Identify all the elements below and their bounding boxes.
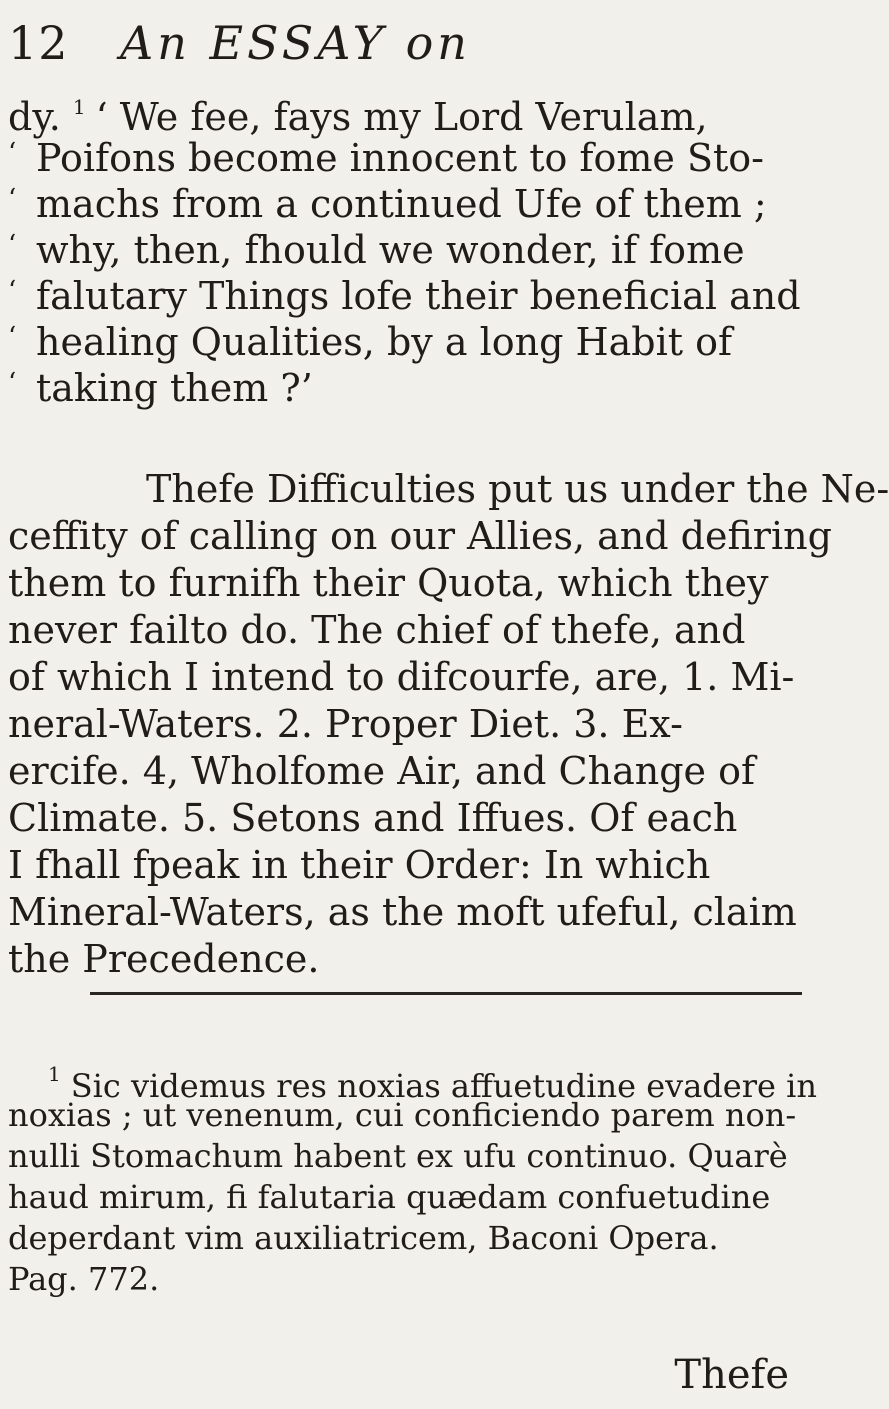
paragraph-line: of which I intend to difcourfe, are, 1. Mi-	[8, 655, 795, 699]
running-title: An ESSAY on	[120, 16, 471, 70]
paragraph-line: never failto do. The chief of thefe, and	[8, 608, 746, 652]
paragraph-line: them to furnifh their Quota, which they	[8, 561, 769, 605]
catchword: Thefe	[674, 1352, 789, 1398]
quote-mark: ‘	[8, 368, 17, 398]
paragraph-line: Climate. 5. Setons and Iffues. Of each	[8, 796, 738, 840]
footnote-reference: 1	[72, 95, 86, 119]
quote-line-4: ‘ why, then, fhould we wonder, if fome	[8, 222, 792, 273]
quote-mark: ‘	[8, 138, 17, 168]
quote-mark: ‘	[8, 322, 17, 352]
paragraph-line: Thefe Difficulties put us under the Ne-	[146, 467, 889, 511]
quote-mark: ‘	[8, 184, 17, 214]
quote-line-2: ‘ Poifons become innocent to fome Sto-	[8, 130, 792, 181]
footnote-line: noxias ; ut venenum, cui conficiendo parem non-	[8, 1096, 797, 1134]
footnote-divider	[90, 992, 802, 995]
footnote-line: $^1$ Sic videmus res noxias affuetudine evadere in	[48, 1062, 817, 1105]
quote-line-7: ‘ taking them ?’	[8, 360, 792, 411]
paragraph-line: ceffity of calling on our Allies, and defiring	[8, 514, 832, 558]
page-number: 12	[8, 16, 69, 70]
footnote-line: Pag. 772.	[8, 1260, 160, 1298]
footnote-marker: 1	[48, 1062, 61, 1086]
quote-line-1: dy. $^1$ ‘ We fee, fays my Lord Verulam,	[8, 95, 708, 139]
quote-line-5: ‘ falutary Things lofe their beneficial and	[8, 268, 792, 319]
footnote-line: nulli Stomachum habent ex ufu continuo. Quarè	[8, 1137, 788, 1175]
quote-line-6: ‘ healing Qualities, by a long Habit of	[8, 314, 792, 365]
paragraph-line: neral-Waters. 2. Proper Diet. 3. Ex-	[8, 702, 683, 746]
footnote-line: deperdant vim auxiliatricem, Baconi Opera.	[8, 1219, 719, 1257]
quote-mark: ‘	[8, 276, 17, 306]
paragraph-line: ercife. 4, Wholfome Air, and Change of	[8, 749, 756, 793]
running-header	[8, 8, 788, 70]
paragraph-line: Mineral-Waters, as the moft ufeful, claim	[8, 890, 797, 934]
paragraph-line: the Precedence.	[8, 937, 320, 981]
quote-mark: ‘	[8, 230, 17, 260]
paragraph-line: I fhall fpeak in their Order: In which	[8, 843, 711, 887]
quote-line-3: ‘ machs from a continued Ufe of them ;	[8, 176, 792, 227]
footnote-line: haud mirum, fi falutaria quædam confuetudine	[8, 1178, 771, 1216]
